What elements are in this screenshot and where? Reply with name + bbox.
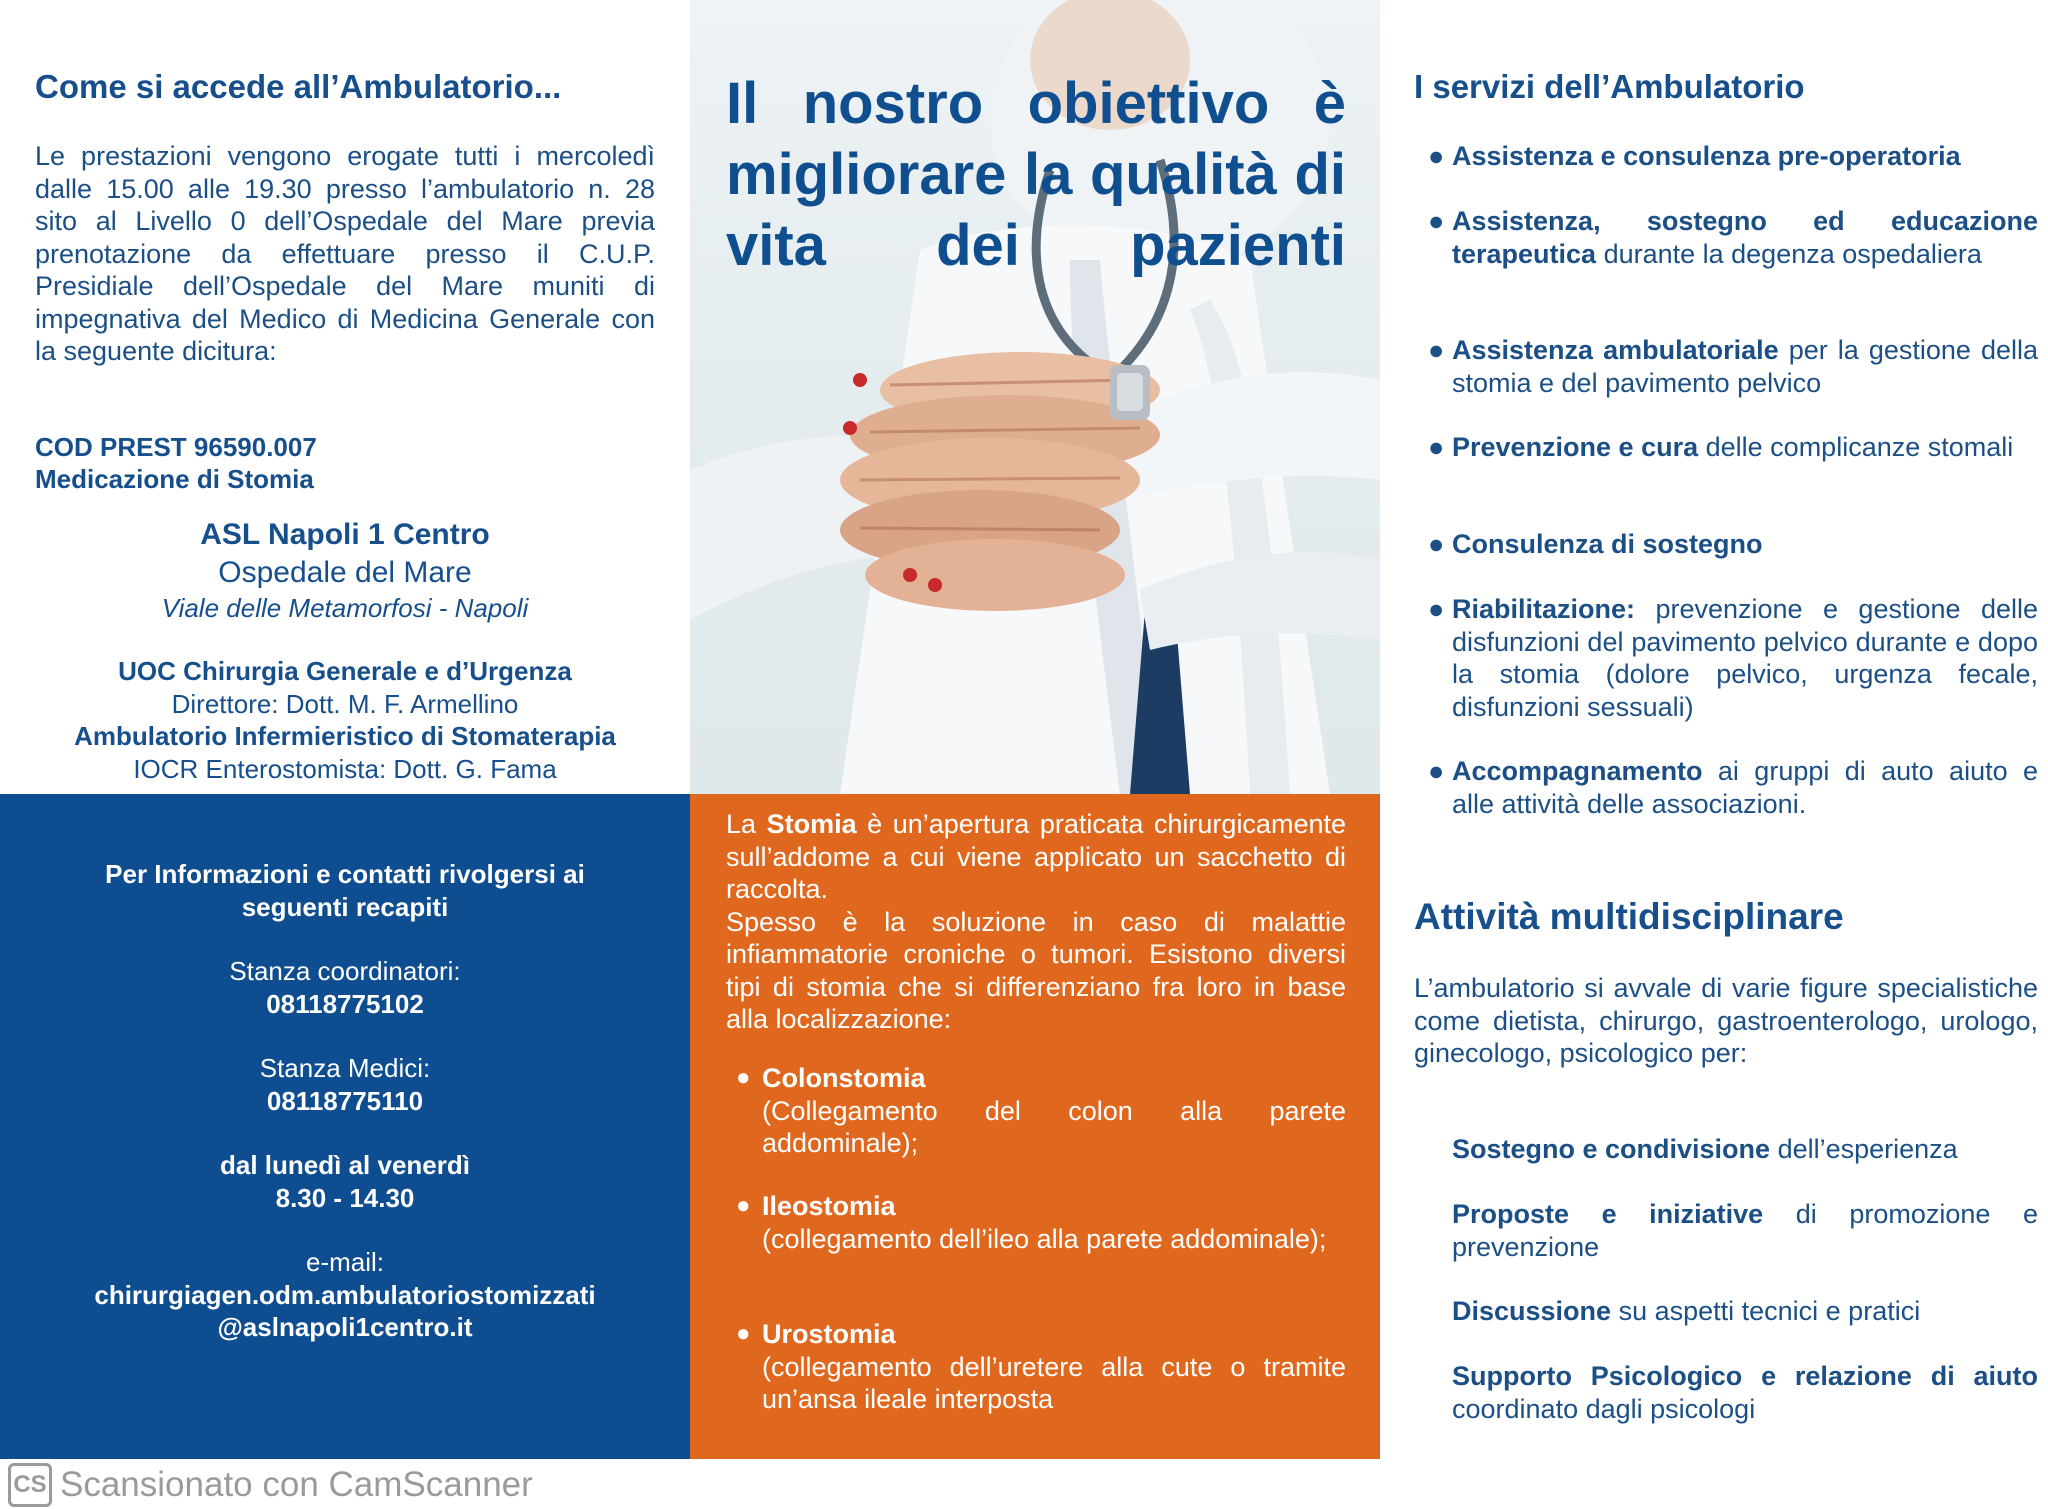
goal-headline: Il nostro obiettivo è migliorare la qualità di vita dei pazienti <box>726 71 1346 278</box>
activity-bold: Sostegno e condivisione <box>1452 1134 1771 1164</box>
access-title: Come si accede all’Ambulatorio... <box>35 68 562 105</box>
email-address-line1[interactable]: chirurgiagen.odm.ambulatoriostomizzati <box>94 1279 596 1310</box>
scanner-watermark <box>8 1465 533 1505</box>
contacts-heading-line2: seguenti recapiti <box>241 891 449 922</box>
contacts-block <box>0 858 690 1344</box>
activity-rest: di promozione e prevenzione <box>1452 1199 2038 1262</box>
stoma-type-item <box>738 1190 1346 1255</box>
service-item <box>1428 528 2038 561</box>
clinic-name: Ambulatorio Infermieristico di Stomaterapia <box>74 721 616 751</box>
activity-rest: coordinato dagli psicologi <box>1452 1393 1756 1424</box>
stoma-text-pre: La <box>726 809 767 839</box>
bullet-icon: ● <box>736 1192 751 1219</box>
camscanner-icon: CS <box>8 1463 52 1507</box>
coordinators-label: Stanza coordinatori: <box>229 956 461 986</box>
service-item <box>1428 140 2038 173</box>
stoma-type-desc: (collegamento dell’ileo alla parete addominale); <box>762 1223 1327 1254</box>
stoma-type-desc: (collegamento dell’uretere alla cute o tramite un’ansa ileale interposta <box>762 1351 1346 1414</box>
stoma-type-item <box>738 1062 1346 1160</box>
activity-item <box>1452 1198 2038 1263</box>
bullet-icon: ● <box>1428 594 1445 624</box>
activity-rest: dell’esperienza <box>1770 1134 1958 1164</box>
activity-rest: su aspetti tecnici e pratici <box>1611 1296 1921 1326</box>
hospital-address: Viale delle Metamorfosi - Napoli <box>161 593 529 623</box>
service-bold: Accompagnamento <box>1452 756 1703 786</box>
activity-item <box>1452 1133 2038 1166</box>
stoma-type-item <box>738 1318 1346 1416</box>
stoma-type-name: Ileostomia <box>762 1191 896 1221</box>
asl-name: ASL Napoli 1 Centro <box>200 518 490 551</box>
service-rest: per la gestione della stomia e del pavimento pelvico <box>1452 335 2039 398</box>
service-bold: Assistenza, sostegno ed educazione terapeutica <box>1452 206 2038 269</box>
bullet-icon: ● <box>1428 756 1445 786</box>
stoma-text-post: è un’apertura praticata chirurgicamente sull’addome a cui viene applicato un sacchetto di raccolta. <box>726 809 1346 904</box>
activity-bold: Supporto Psicologico e relazione di aiuto <box>1452 1361 2038 1391</box>
stoma-text-second: Spesso è la soluzione in caso di malattie infiammatorie croniche o tumori. Esistono diversi tipi di stomia che si differenziano fra loro in base alla localizzazione: <box>726 906 1346 1034</box>
doctors-label: Stanza Medici: <box>259 1053 431 1083</box>
stoma-description <box>726 808 1346 1036</box>
opening-days: dal lunedì al venerdì <box>220 1150 470 1180</box>
service-item <box>1428 334 2038 399</box>
multidisciplinary-title: Attività multidisciplinare <box>1414 896 1844 937</box>
service-bold: Riabilitazione: <box>1452 594 1636 624</box>
service-rest: delle complicanze stomali <box>1698 432 2014 462</box>
enterostomist: IOCR Enterostomista: Dott. G. Fama <box>133 754 557 784</box>
bullet-icon: ● <box>736 1064 751 1091</box>
department-name: UOC Chirurgia Generale e d’Urgenza <box>118 656 572 686</box>
service-item <box>1428 593 2038 723</box>
bullet-icon: ● <box>736 1320 751 1347</box>
stoma-type-desc: (Collegamento del colon alla parete addominale); <box>762 1095 1346 1158</box>
email-label: e-mail: <box>305 1247 384 1277</box>
scanner-text: Scansionato con CamScanner <box>60 1465 533 1504</box>
activity-item <box>1452 1360 2038 1425</box>
doctors-phone[interactable]: 08118775110 <box>266 1085 424 1116</box>
coordinators-phone[interactable]: 08118775102 <box>266 988 424 1019</box>
service-rest: durante la degenza ospedaliera <box>1596 238 1982 269</box>
director: Direttore: Dott. M. F. Armellino <box>171 689 519 719</box>
contacts-heading-line1: Per Informazioni e contatti rivolgersi ai <box>105 859 585 889</box>
service-rest: ai gruppi di auto aiuto e alle attività delle associazioni. <box>1452 756 2038 819</box>
bullet-icon: ● <box>1428 432 1445 462</box>
stoma-type-name: Colonstomia <box>762 1063 926 1093</box>
activity-bold: Proposte e iniziative <box>1452 1199 1764 1229</box>
email-address-line2[interactable]: @aslnapoli1centro.it <box>217 1312 473 1342</box>
service-rest: prevenzione e gestione delle disfunzioni del pavimento pelvico durante e dopo la stomia (dolore pelvico, urgenza fecale, disfunzioni sessuali) <box>1452 594 2038 722</box>
services-title: I servizi dell’Ambulatorio <box>1414 68 1805 105</box>
bullet-icon: ● <box>1428 529 1445 559</box>
service-bold: Prevenzione e cura <box>1452 432 1699 462</box>
activity-item <box>1452 1295 2038 1328</box>
stoma-type-name: Urostomia <box>762 1319 896 1349</box>
bullet-icon: ● <box>1428 335 1445 365</box>
bullet-icon: ● <box>1428 141 1445 171</box>
service-item <box>1428 205 2038 270</box>
hospital-name: Ospedale del Mare <box>218 556 472 589</box>
service-bold: Assistenza e consulenza pre-operatoria <box>1452 141 1961 171</box>
service-bold: Assistenza ambulatoriale <box>1452 335 1779 365</box>
opening-hours: 8.30 - 14.30 <box>275 1182 415 1213</box>
service-code: COD PREST 96590.007 <box>35 432 317 462</box>
service-bold: Consulenza di sostegno <box>1452 529 1763 559</box>
stoma-term: Stomia <box>766 809 857 839</box>
service-item <box>1428 431 2038 464</box>
service-name: Medicazione di Stomia <box>35 464 314 494</box>
activity-bold: Discussione <box>1452 1296 1612 1326</box>
access-description: Le prestazioni vengono erogate tutti i mercoledì dalle 15.00 alle 19.30 presso l’ambulatorio n. 28 sito al Livello 0 dell’Ospedale del Mare previa prenotazione da effettuare presso il C.U.P. Presidiale dell’Ospedale del Mare muniti di impegnativa del Medico di Medicina Generale con la seguente dicitura: <box>35 141 655 366</box>
service-item <box>1428 755 2038 820</box>
multidisciplinary-intro: L’ambulatorio si avvale di varie figure specialistiche come dietista, chirurgo, gastroenterologo, urologo, ginecologo, psicologico per: <box>1414 973 2038 1068</box>
bullet-icon: ● <box>1428 206 1445 236</box>
